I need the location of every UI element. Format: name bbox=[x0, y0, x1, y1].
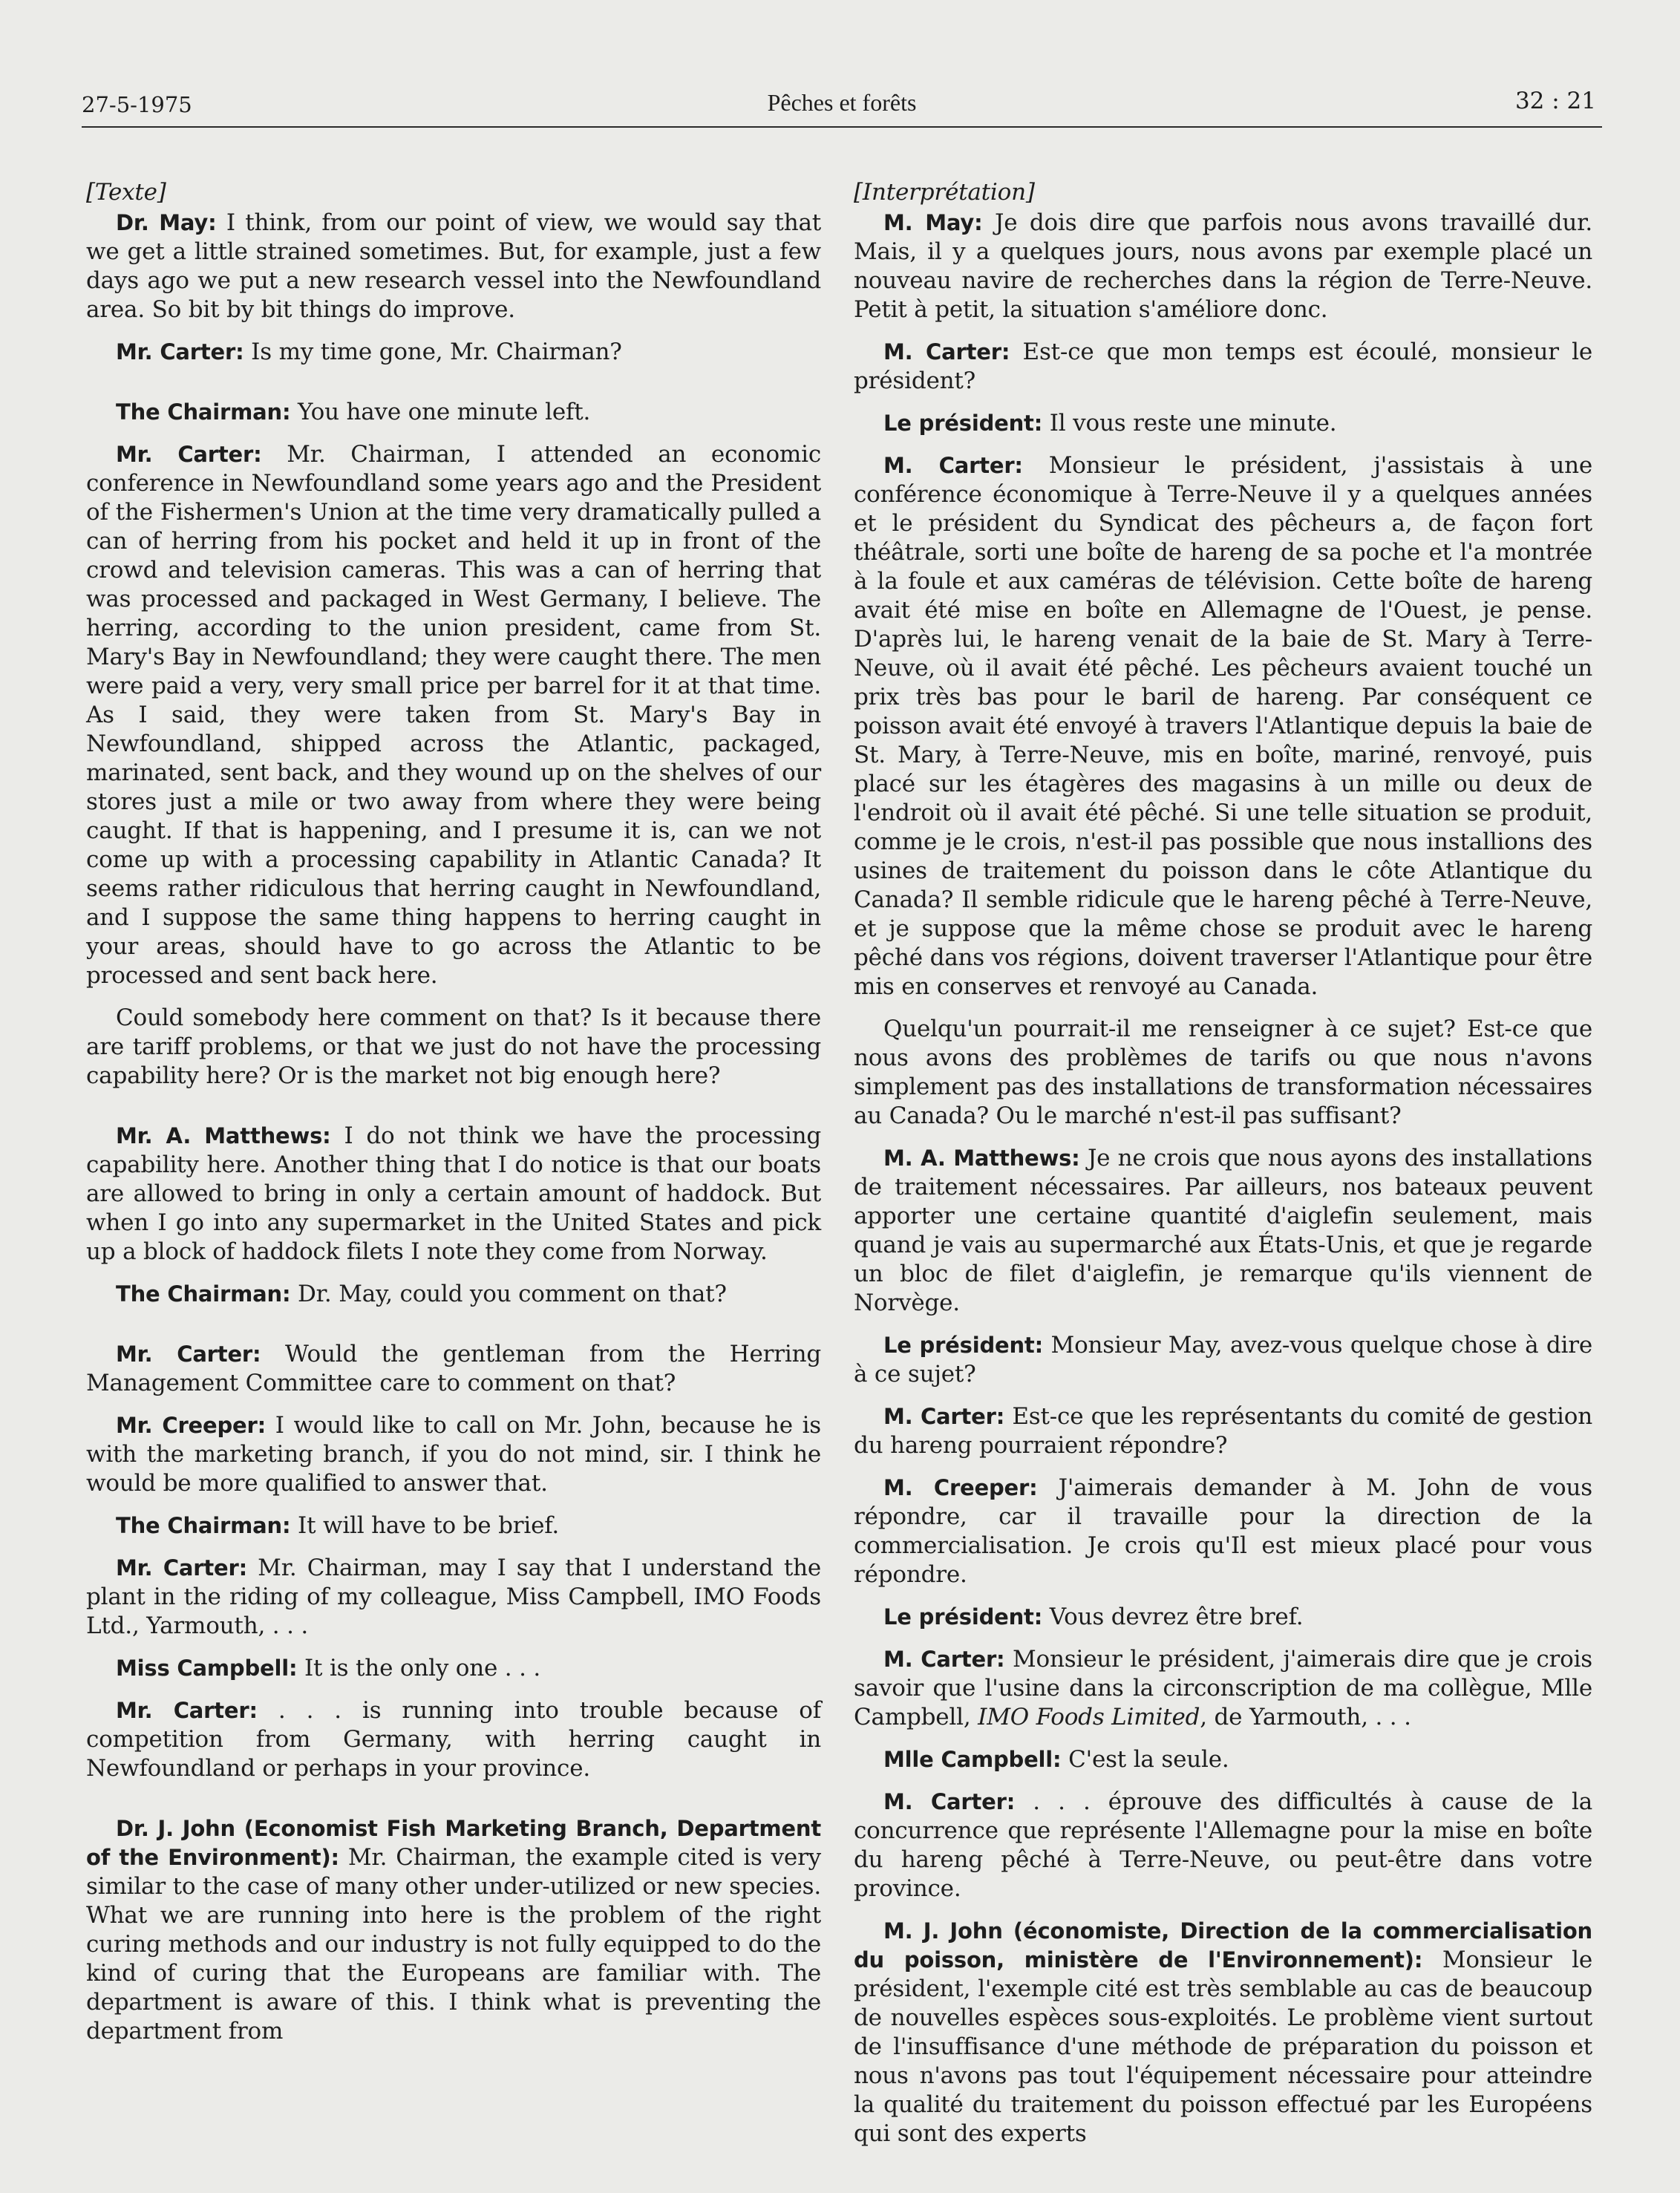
french-column bbox=[854, 178, 1592, 2162]
speech-text: Je ne crois que nous ayons des installations de traitement nécessaires. Par ailleurs, nos bateaux peuvent apporter une certaine quantité d'aiglefin seulement, mais quand je vais au supermarché aux États-Unis, et que je regarde un bloc de filet d'aiglefin, je remarque qu'ils viennent de Norvège. bbox=[854, 1145, 1593, 1316]
speaker-name: M. J. John (économiste, Direction de la commercialisation du poisson, ministère de l'Environnement): bbox=[854, 1918, 1592, 1973]
transcript-paragraph bbox=[86, 1654, 821, 1683]
header-date: 27-5-1975 bbox=[82, 92, 192, 117]
transcript-paragraph bbox=[854, 451, 1592, 1001]
transcript-paragraph bbox=[86, 1340, 821, 1398]
speaker-name: Mr. Creeper: bbox=[116, 1413, 267, 1438]
speech-text: C'est la seule. bbox=[1061, 1746, 1229, 1773]
transcript-paragraph bbox=[86, 209, 821, 324]
speaker-name: Mlle Campbell: bbox=[883, 1747, 1062, 1772]
speaker-name: The Chairman: bbox=[116, 399, 291, 425]
speaker-name: Le président: bbox=[883, 1604, 1043, 1630]
speaker-name: The Chairman: bbox=[116, 1513, 291, 1538]
transcript-paragraph bbox=[854, 1402, 1592, 1460]
speech-text: I do not think we have the processing capability here. Another thing that I do notice is that our boats are allowed to bring in only a certain amount of haddock. But when I go into any supermarket in the United States and pick up a block of haddock filets I note they come from Norway. bbox=[86, 1122, 821, 1265]
speech-text: Dr. May, could you comment on that? bbox=[290, 1281, 727, 1307]
speech-text: J'aimerais demander à M. John de vous répondre, car il travaille pour la direction de la commercialisation. Je crois qu'Il est mieux placé pour vous répondre. bbox=[854, 1474, 1592, 1588]
transcript-paragraph bbox=[854, 209, 1592, 324]
speaker-name: M. May: bbox=[883, 210, 983, 235]
speaker-name: Mr. Carter: bbox=[116, 1555, 248, 1581]
speaker-name: M. Carter: bbox=[883, 339, 1010, 365]
speech-text: Monsieur le président, j'assistais à une conférence économique à Terre-Neuve il y a quelques années et le président du Syndicat des pêcheurs a, de façon fort théâtrale, sorti une boîte de hareng de sa poche et l'a montrée à la foule et aux caméras de télévision. Cette boîte de hareng avait été mise en boîte en Allemagne de l'Ouest, je pense. D'après lui, le hareng venait de la baie de St. Mary à Terre-Neuve, où il avait été pêché. Les pêcheurs avaient touché un prix très bas pour le baril de hareng. Par conséquent ce poisson avait été envoyé à travers l'Atlantique depuis la baie de St. Mary, à Terre-Neuve, mis en boîte, mariné, renvoyé, puis placé sur les étagères des magasins à un mille ou deux de l'endroit où il avait été pêché. Si une telle situation se produit, comme je le crois, n'est-il pas possible que nous installions des usines de traitement du poisson dans le côte Atlantique du Canada? Il semble ridicule que le hareng pêché à Terre-Neuve, et je suppose que la même chose se produit avec le hareng pêché dans vos régions, doivent traverser l'Atlantique pour être mis en conserves et renvoyé au Canada. bbox=[854, 452, 1592, 1000]
speaker-name: M. Carter: bbox=[883, 1789, 1016, 1814]
transcript-paragraph bbox=[854, 338, 1592, 396]
transcript-paragraph bbox=[854, 1745, 1592, 1774]
speech-text: , de Yarmouth, . . . bbox=[1200, 1704, 1411, 1730]
speech-text: Would the gentleman from the Herring Management Committee care to comment on that? bbox=[86, 1341, 821, 1396]
language-label: [Texte] bbox=[86, 179, 166, 206]
speaker-name: M. Carter: bbox=[883, 1404, 1005, 1429]
transcript-paragraph bbox=[854, 1603, 1592, 1632]
transcript-paragraph bbox=[854, 1015, 1592, 1131]
transcript-paragraph bbox=[86, 1411, 821, 1498]
speaker-name: Miss Campbell: bbox=[116, 1656, 298, 1681]
transcript-paragraph bbox=[854, 1645, 1592, 1732]
speech-text: Is my time gone, Mr. Chairman? bbox=[243, 339, 622, 365]
speech-text: It is the only one . . . bbox=[297, 1655, 541, 1681]
english-column bbox=[86, 178, 821, 2059]
transcript-paragraph bbox=[86, 440, 821, 990]
speech-text: It will have to be brief. bbox=[290, 1512, 560, 1539]
speaker-name: Le président: bbox=[883, 411, 1043, 436]
speech-text: Could somebody here comment on that? Is it because there are tariff problems, or that we just do not have the processing capability here? Or is the market not big enough here? bbox=[86, 1004, 821, 1089]
speaker-name: M. Carter: bbox=[883, 453, 1023, 478]
speech-text: Mr. Chairman, may I say that I understand the plant in the riding of my colleague, Miss Campbell, IMO Foods Ltd., Yarmouth, . . . bbox=[86, 1555, 821, 1639]
speech-text: Monsieur le président, l'exemple cité est très semblable au cas de beaucoup de nouvelles espèces sous-exploités. Le problème vient surtout de l'insuffisance d'une méthode de préparation du poisson et nous n'avons pas tout l'équipement nécessaire pour atteindre la qualité du traitement du poisson effectué par les Européens qui sont des experts bbox=[854, 1947, 1592, 2147]
transcript-paragraph bbox=[86, 1004, 821, 1091]
speaker-name: Dr. J. John (Economist Fish Marketing Branch, Department of the Environment): bbox=[86, 1816, 821, 1870]
speaker-name: Mr. Carter: bbox=[116, 339, 244, 365]
speaker-name: Mr. Carter: bbox=[116, 1341, 261, 1367]
transcript-paragraph bbox=[854, 1917, 1592, 2148]
speech-text: I think, from our point of view, we would say that we get a little strained sometimes. But, for example, just a few days ago we put a new research vessel into the Newfoundland area. So bit by bit things do improve. bbox=[86, 209, 821, 323]
speech-text: You have one minute left. bbox=[290, 399, 591, 425]
transcript-paragraph bbox=[854, 1144, 1592, 1318]
transcript-paragraph bbox=[86, 398, 821, 427]
speech-text: Est-ce que mon temps est écoulé, monsieur le président? bbox=[854, 339, 1592, 394]
speaker-name: M. A. Matthews: bbox=[883, 1145, 1080, 1171]
speaker-name: Mr. Carter: bbox=[116, 1698, 258, 1723]
transcript-paragraph bbox=[854, 1331, 1592, 1389]
speech-text: Il vous reste une minute. bbox=[1042, 410, 1337, 437]
speech-text: Mr. Chairman, the example cited is very similar to the case of many other under-utilized or new species. What we are running into here is the problem of the right curing methods and our industry is not fully equipped to do the kind of curing that the Europeans are familiar with. The department is aware of this. I think what is preventing the department from bbox=[86, 1844, 821, 2045]
speech-text: . . . is running into trouble because of competition from Germany, with herring caught in Newfoundland or perhaps in your province. bbox=[86, 1697, 821, 1782]
speech-text: Mr. Chairman, I attended an economic conference in Newfoundland some years ago and the President of the Fishermen's Union at the time very dramatically pulled a can of herring from his pocket and held it up in front of the crowd and television cameras. This was a can of herring that was processed and packaged in West Germany, I believe. The herring, according to the union president, came from St. Mary's Bay in Newfoundland; they were caught there. The men were paid a very, very small price per barrel for it at that time. As I said, they were taken from St. Mary's Bay in Newfoundland, shipped across the Atlantic, packaged, marinated, sent back, and they wound up on the shelves of our stores just a mile or two away from where they were being caught. If that is happening, and I presume it is, can we not come up with a processing capability in Atlantic Canada? It seems rather ridiculous that herring caught in Newfoundland, and I suppose the same thing happens to herring caught in your areas, should have to go across the Atlantic to be processed and sent back here. bbox=[86, 441, 821, 989]
transcript-paragraph bbox=[86, 338, 821, 367]
transcript-paragraph bbox=[86, 1696, 821, 1783]
transcript-paragraph bbox=[86, 1280, 821, 1309]
page-header bbox=[82, 88, 1602, 128]
transcript-paragraph bbox=[854, 1788, 1592, 1903]
speech-text: Est-ce que les représentants du comité de gestion du hareng pourraient répondre? bbox=[854, 1403, 1592, 1459]
speech-text: . . . éprouve des difficultés à cause de la concurrence que représente l'Allemagne pour la mise en boîte du hareng pêché à Terre-Neuve, ou peut-être dans votre province. bbox=[854, 1788, 1592, 1902]
speaker-name: Mr. A. Matthews: bbox=[116, 1123, 331, 1148]
speech-text: Je dois dire que parfois nous avons travaillé dur. Mais, il y a quelques jours, nous avons par exemple placé un nouveau navire de recherches dans la région de Terre-Neuve. Petit à petit, la situation s'améliore donc. bbox=[854, 209, 1593, 323]
speech-text: Vous devrez être bref. bbox=[1042, 1604, 1304, 1630]
transcript-paragraph bbox=[86, 1511, 821, 1540]
speaker-name: M. Creeper: bbox=[883, 1475, 1038, 1500]
speaker-name: The Chairman: bbox=[116, 1281, 291, 1307]
language-label: [Interprétation] bbox=[854, 179, 1035, 206]
header-title: Pêches et forêts bbox=[767, 89, 917, 116]
transcript-paragraph bbox=[86, 1554, 821, 1641]
speaker-name: Le président: bbox=[883, 1333, 1043, 1358]
speaker-name: Mr. Carter: bbox=[116, 442, 262, 467]
header-page-number: 32 : 21 bbox=[1514, 88, 1596, 114]
speech-text: Quelqu'un pourrait-il me renseigner à ce sujet? Est-ce que nous avons des problèmes de tarifs ou que nous n'avons simplement pas des installations de transformation nécessaires au Canada? Ou le marché n'est-il pas suffisant? bbox=[854, 1016, 1592, 1129]
transcript-paragraph bbox=[854, 1474, 1592, 1589]
speech-text: Monsieur le président, j'aimerais dire que je crois savoir que l'usine dans la circonscription de ma collègue, Mlle Campbell, bbox=[854, 1646, 1592, 1730]
transcript-paragraph bbox=[854, 409, 1592, 438]
speaker-name: M. Carter: bbox=[883, 1647, 1005, 1672]
speech-text: Monsieur May, avez-vous quelque chose à dire à ce sujet? bbox=[854, 1332, 1593, 1388]
transcript-paragraph bbox=[86, 1814, 821, 2046]
transcript-paragraph bbox=[86, 1122, 821, 1267]
speech-text: I would like to call on Mr. John, because he is with the marketing branch, if you do not mind, sir. I think he would be more qualified to answer that. bbox=[86, 1412, 821, 1497]
speaker-name: Dr. May: bbox=[116, 210, 217, 235]
company-name: IMO Foods Limited bbox=[978, 1704, 1200, 1730]
